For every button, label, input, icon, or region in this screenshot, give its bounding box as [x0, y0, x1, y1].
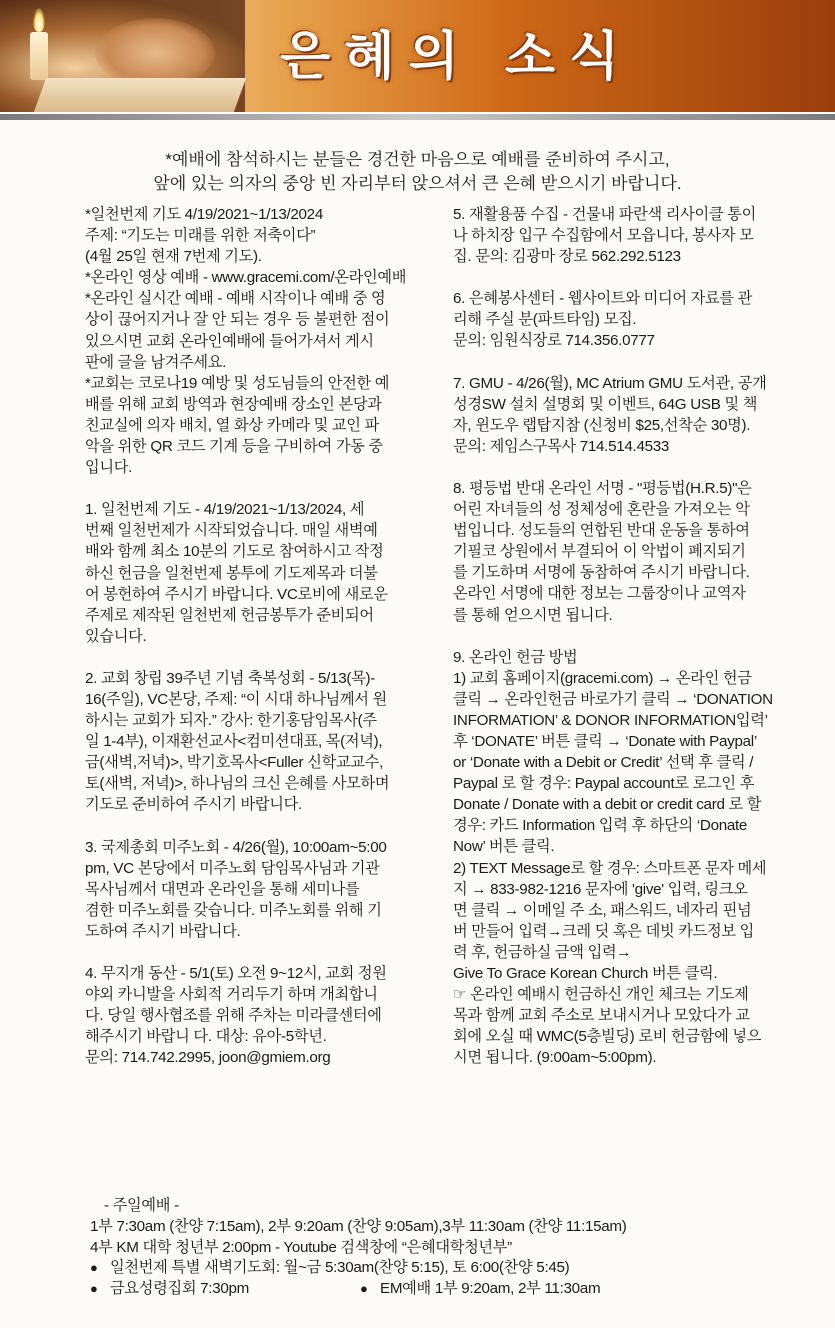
schedule-title: - 주일예배 -: [104, 1197, 179, 1214]
announcement-line: 를 통해 얻으시면 됩니다.: [453, 606, 613, 624]
announcement-line: *온라인 영상 예배 - www.gracemi.com/온라인예배: [85, 269, 407, 287]
announcement-line: pm, VC 본당에서 미주노회 담임목사님과 기관: [85, 859, 380, 877]
paragraph-gap: [453, 267, 808, 288]
announcement-line: 나 하치장 입구 수집함에서 모읍니다, 봉사자 모: [453, 227, 754, 245]
announcement-line: 목사님께서 대면과 온라인을 통해 세미나를: [85, 880, 360, 898]
announcement-line: 집. 문의: 김광마 장로 562.292.5123: [453, 248, 681, 266]
announcement-line: 6. 은혜봉사센터 - 웹사이트와 미디어 자료를 관: [453, 290, 753, 308]
intro-line: *예배에 참석하시는 분들은 경건한 마음으로 예배를 준비하여 주시고,: [165, 150, 670, 169]
announcement-line: *온라인 실시간 예배 - 예배 시작이나 예배 중 영: [85, 290, 386, 308]
schedule-bullet-row: [90, 1279, 810, 1300]
announcement-line: 하시는 교회가 되자.” 강사: 한기홍담임목사(주: [85, 712, 377, 730]
announcement-line: 5. 재활용품 수집 - 건물내 파란색 리사이클 통이: [453, 206, 756, 223]
announcements-left-column: [85, 204, 437, 1068]
schedule-line: 4부 KM 대학 청년부 2:00pm - Youtube 검색창에 “은혜대학청년부”: [90, 1238, 512, 1256]
paragraph-gap: [85, 478, 437, 499]
announcement-line: 있습니다.: [85, 627, 147, 645]
schedule-line: 1부 7:30am (찬양 7:15am), 2부 9:20am (찬양 9:05am),3부 11:30am (찬양 11:15am): [90, 1217, 627, 1235]
announcement-line: 3. 국제총회 미주노회 - 4/26(월), 10:00am~5:00: [85, 838, 387, 856]
announcement-line: 문의: 714.742.2995, joon@gmiem.org: [85, 1049, 331, 1067]
announcement-line: 온라인 서명에 대한 정보는 그룹장이나 교역자: [453, 585, 746, 603]
announcement-line: *교회는 코로나19 예방 및 성도님들의 안전한 예: [85, 374, 390, 392]
announcement-line: 를 기도하며 서명에 동참하여 주시기 바랍니다.: [453, 564, 750, 582]
announcement-line: 일 1-4부), 이재환선교사<컴미션대표, 목(저녁),: [85, 733, 383, 751]
schedule-line: 일천번제 특별 새벽기도회: 월~금 5:30am(찬양 5:15), 토 6:00(찬양 5:45): [110, 1259, 570, 1277]
bible-icon: [34, 78, 246, 112]
announcement-line: 7. GMU - 4/26(월), MC Atrium GMU 도서관, 공개: [453, 374, 767, 392]
announcement-line: 토(새벽, 저녁)>, 하나님의 크신 은혜를 사모하며: [85, 775, 390, 793]
announcement-line: 배와 함께 최소 10분의 기도로 참여하시고 작정: [85, 543, 384, 561]
announcement-line: ☞ 온라인 예배시 헌금하신 개인 체크는 기도제: [453, 986, 749, 1004]
header-divider: [0, 114, 835, 120]
announcement-line: 겸한 미주노회를 갖습니다. 미주노회를 위해 기: [85, 901, 382, 919]
candle-flame-icon: [33, 8, 45, 32]
announcement-line: 지 → 833-982-1216 문자에 'give' 입력, 링크오: [453, 880, 748, 898]
announcement-line: 8. 평등법 반대 온라인 서명 - "평등법(H.R.5)"은: [453, 479, 752, 497]
bullet-icon: ●: [90, 1260, 98, 1276]
announcement-line: Now’ 버튼 클릭.: [453, 838, 555, 856]
announcement-line: or ‘Donate with a Debit or Credit’ 선택 후 클릭 /: [453, 754, 754, 772]
announcement-line: 입니다.: [85, 459, 133, 477]
announcement-line: 있으시면 교회 온라인예배에 들어가셔서 게시: [85, 332, 374, 350]
announcement-line: 리해 주실 분(파트타임) 모집.: [453, 311, 637, 329]
announcement-line: 도하여 주시기 바랍니다.: [85, 922, 241, 940]
announcement-line: 력 후, 헌금하실 금액 입력→: [453, 943, 632, 961]
announcement-line: 1) 교회 홈페이지(gracemi.com) → 온라인 헌금: [453, 669, 752, 687]
header-banner: [0, 0, 835, 112]
announcement-line: 1. 일천번제 기도 - 4/19/2021~1/13/2024, 세: [85, 501, 365, 519]
announcement-line: 주제: “기도는 미래를 위한 저축이다”: [85, 227, 316, 245]
announcement-line: 후 ‘DONATE’ 버튼 클릭 → ‘Donate with Paypal’: [453, 732, 757, 750]
announcement-line: 면 클릭 → 이메일 주 소, 패스워드, 네자리 핀넘: [453, 901, 752, 919]
schedule-bullet-item: [90, 1279, 360, 1300]
announcement-line: 악을 위한 QR 코드 기계 등을 구비하여 가동 중: [85, 438, 383, 456]
announcement-line: Paypal 로 할 경우: Paypal account로 로그인 후: [453, 775, 755, 793]
schedule-bullet-item: [360, 1279, 600, 1300]
paragraph-gap: [85, 647, 437, 668]
candle-bible-photo: [0, 0, 245, 112]
announcement-line: 클릭 → 온라인헌금 바로가기 클릭 → ‘DONATION: [453, 690, 773, 708]
announcement-line: 시면 됩니다. (9:00am~5:00pm).: [453, 1049, 657, 1067]
announcement-line: 문의: 제임스구목사 714.514.4533: [453, 437, 670, 455]
announcement-line: 버 만들어 입력→크레 딧 혹은 데빗 카드정보 입: [453, 922, 755, 940]
announcement-line: 16(주일), VC본당, 주제: “이 시대 하나님께서 원: [85, 690, 387, 708]
announcement-line: 해주시기 바랍니 다. 대상: 유아-5학년.: [85, 1028, 327, 1046]
worship-schedule: [90, 1196, 810, 1300]
schedule-bullet-row: [90, 1258, 810, 1279]
announcement-line: 자, 윈도우 랩탑지참 (신청비 $25,선착순 30명).: [453, 416, 751, 434]
announcement-line: 기필코 상원에서 부결되어 이 악법이 폐지되기: [453, 543, 746, 561]
schedule-line: 금요성령집회 7:30pm: [110, 1280, 250, 1298]
announcement-line: 법입니다. 성도들의 연합된 반대 운동을 통하여: [453, 522, 750, 540]
announcement-line: 어 봉헌하여 주시기 바랍니다. VC로비에 새로운: [85, 585, 388, 603]
announcement-line: (4월 25일 현재 7번제 기도).: [85, 248, 262, 266]
bullet-icon: ●: [360, 1281, 368, 1297]
announcement-line: 친교실에 의자 배치, 열 화상 카메라 및 교인 파: [85, 416, 379, 434]
announcement-line: 회에 오실 때 WMC(5층빌딩) 로비 헌금함에 넣으: [453, 1028, 762, 1046]
announcement-line: 경우: 카드 Information 입력 후 하단의 ‘Donate: [453, 817, 748, 835]
announcements-right-column: [453, 204, 808, 1068]
bullet-icon: ●: [90, 1281, 98, 1297]
intro-line: 앞에 있는 의자의 중앙 빈 자리부터 앉으셔서 큰 은혜 받으시기 바랍니다.: [153, 174, 682, 193]
announcement-line: 성경SW 설치 설명회 및 이벤트, 64G USB 및 책: [453, 395, 758, 413]
paragraph-gap: [85, 942, 437, 963]
intro-notice: [20, 148, 815, 196]
announcement-line: 4. 무지개 동산 - 5/1(토) 오전 9~12시, 교회 정원: [85, 965, 387, 982]
announcement-line: 2) TEXT Message로 할 경우: 스마트폰 문자 메세: [453, 859, 767, 877]
announcement-line: Give To Grace Korean Church 버튼 클릭.: [453, 965, 718, 982]
announcement-line: 목과 함께 교회 주소로 보내시거나 모았다가 교: [453, 1007, 750, 1025]
announcement-line: 9. 온라인 헌금 방법: [453, 648, 578, 666]
announcement-line: *일천번제 기도 4/19/2021~1/13/2024: [85, 206, 323, 223]
paragraph-gap: [453, 352, 808, 373]
announcement-line: 기도로 준비하여 주시기 바랍니다.: [85, 796, 302, 814]
announcement-line: 하신 헌금을 일천번제 봉투에 기도제목과 더불: [85, 564, 378, 582]
announcement-line: 판에 글을 남겨주세요.: [85, 353, 227, 371]
announcement-line: 금(새벽,저녁)>, 박기호목사<Fuller 신학교교수,: [85, 754, 383, 772]
announcement-line: 야외 카니발을 사회적 거리두기 하며 개최합니: [85, 986, 378, 1004]
announcement-line: 배를 위해 교회 방역과 현장예배 장소인 본당과: [85, 395, 382, 413]
candle-icon: [30, 32, 48, 80]
paragraph-gap: [453, 626, 808, 647]
announcement-line: 다. 당일 행사협조를 위해 주차는 미라클센터에: [85, 1007, 382, 1025]
announcement-line: 상이 끊어지거나 잘 안 되는 경우 등 불편한 점이: [85, 311, 390, 329]
announcement-line: INFORMATION’ & DONOR INFORMATION입력’: [453, 711, 768, 729]
announcement-line: 어린 자녀들의 성 정체성에 혼란을 가져오는 악: [453, 501, 750, 519]
announcement-line: Donate / Donate with a debit or credit card 로 할: [453, 796, 762, 814]
page-title: 은혜의 소식: [280, 26, 634, 87]
announcement-line: 주제로 제작된 일천번제 헌금봉투가 준비되어: [85, 606, 374, 624]
announcement-line: 번째 일천번제가 시작되었습니다. 매일 새벽예: [85, 522, 378, 540]
paragraph-gap: [453, 457, 808, 478]
schedule-line: EM예배 1부 9:20am, 2부 11:30am: [380, 1280, 601, 1298]
announcement-line: 2. 교회 창립 39주년 기념 축복성회 - 5/13(목)-: [85, 669, 376, 687]
paragraph-gap: [85, 816, 437, 837]
announcement-line: 문의: 임원식장로 714.356.0777: [453, 332, 655, 350]
